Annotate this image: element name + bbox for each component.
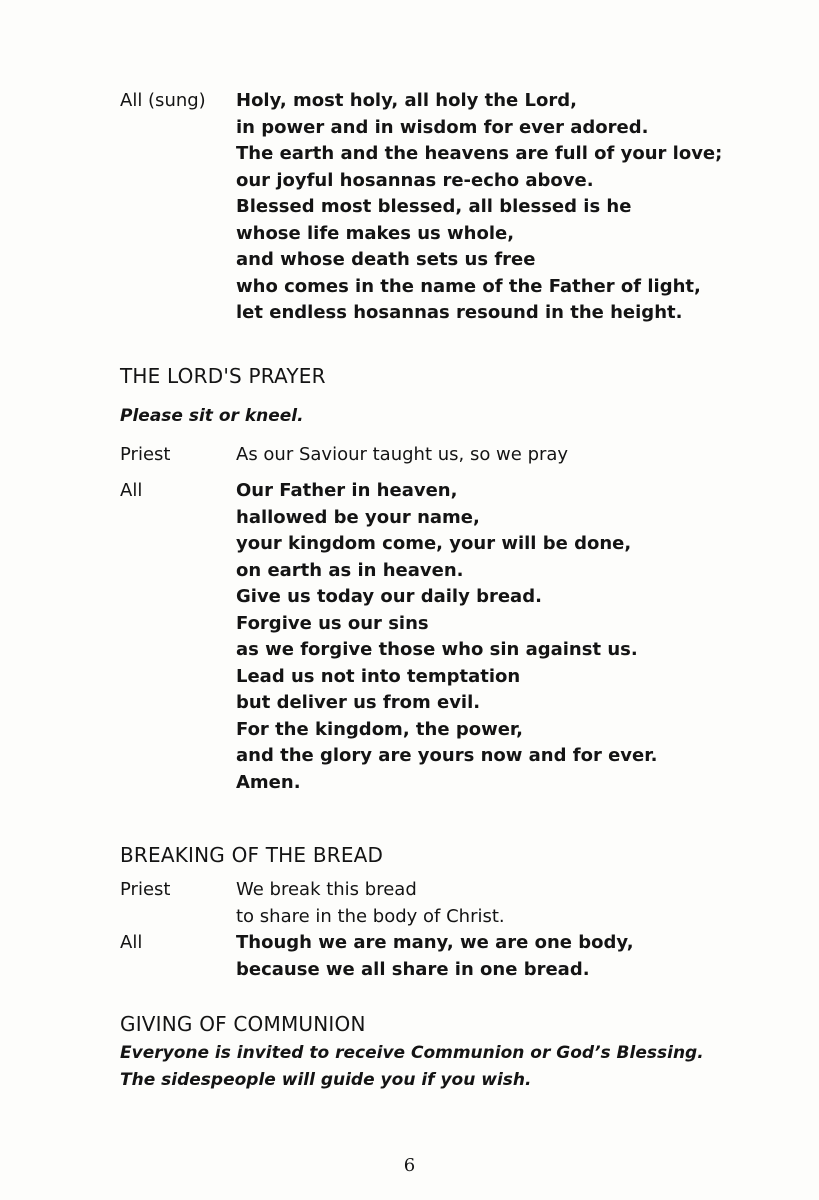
priest-invitation	[120, 442, 760, 469]
prayer-line: Give us today our daily bread.	[236, 586, 542, 607]
section-heading-lords-prayer: THE LORD'S PRAYER	[120, 364, 326, 388]
priest-line: As our Saviour taught us, so we pray	[236, 444, 569, 465]
instruction-line: Everyone is invited to receive Communion or God’s Blessing.	[120, 1043, 704, 1063]
sanctus-line: The earth and the heavens are full of your love;	[236, 143, 723, 164]
section-heading-breaking-of-bread: BREAKING OF THE BREAD	[120, 843, 384, 867]
instruction-line: The sidespeople will guide you if you wish.	[120, 1070, 532, 1090]
lords-prayer-block	[120, 478, 760, 796]
prayer-line: Lead us not into temptation	[236, 665, 521, 687]
priest-text	[236, 442, 760, 469]
prayer-line: but deliver us from evil.	[236, 692, 481, 713]
response-line: Though we are many, we are one body,	[236, 932, 634, 953]
prayer-line: as we forgive those who sin against us.	[236, 639, 638, 660]
priest-breaking-text	[236, 877, 760, 930]
prayer-line: and the glory are yours now and for ever.	[236, 745, 658, 766]
priest-line: We break this bread	[236, 879, 417, 900]
priest-breaking	[120, 877, 760, 930]
prayer-line: hallowed be your name,	[236, 506, 480, 528]
prayer-line: Forgive us our sins	[236, 612, 429, 634]
instruction-sit-or-kneel: Please sit or kneel.	[120, 406, 304, 426]
sanctus-block	[120, 88, 760, 327]
speaker-label: All	[120, 480, 143, 501]
sanctus-line: in power and in wisdom for ever adored.	[236, 116, 649, 138]
sanctus-line: our joyful hosannas re-echo above.	[236, 169, 594, 191]
sanctus-line: Holy, most holy, all holy the Lord,	[236, 90, 577, 111]
prayer-line: Amen.	[236, 771, 301, 793]
section-heading-giving-of-communion: GIVING OF COMMUNION	[120, 1012, 366, 1036]
all-breaking-text	[236, 930, 760, 983]
sanctus-text	[236, 88, 760, 327]
sanctus-line: Blessed most blessed, all blessed is he	[236, 196, 632, 217]
communion-instructions	[120, 1040, 704, 1094]
response-line: because we all share in one bread.	[236, 958, 590, 980]
speaker-label: All (sung)	[120, 90, 206, 111]
sanctus-line: whose life makes us whole,	[236, 222, 515, 244]
speaker-label: Priest	[120, 444, 171, 465]
sanctus-line: and whose death sets us free	[236, 249, 536, 270]
prayer-line: Our Father in heaven,	[236, 480, 458, 501]
prayer-line: your kingdom come, your will be done,	[236, 533, 632, 554]
prayer-line: on earth as in heaven.	[236, 559, 464, 581]
priest-line: to share in the body of Christ.	[236, 905, 505, 927]
lords-prayer-text	[236, 478, 760, 796]
prayer-line: For the kingdom, the power,	[236, 718, 523, 740]
sanctus-line: let endless hosannas resound in the height.	[236, 302, 683, 323]
page-number: 6	[403, 1155, 416, 1176]
all-breaking	[120, 930, 760, 983]
speaker-label: Priest	[120, 879, 171, 900]
speaker-label: All	[120, 932, 143, 953]
sanctus-line: who comes in the name of the Father of light,	[236, 275, 701, 297]
